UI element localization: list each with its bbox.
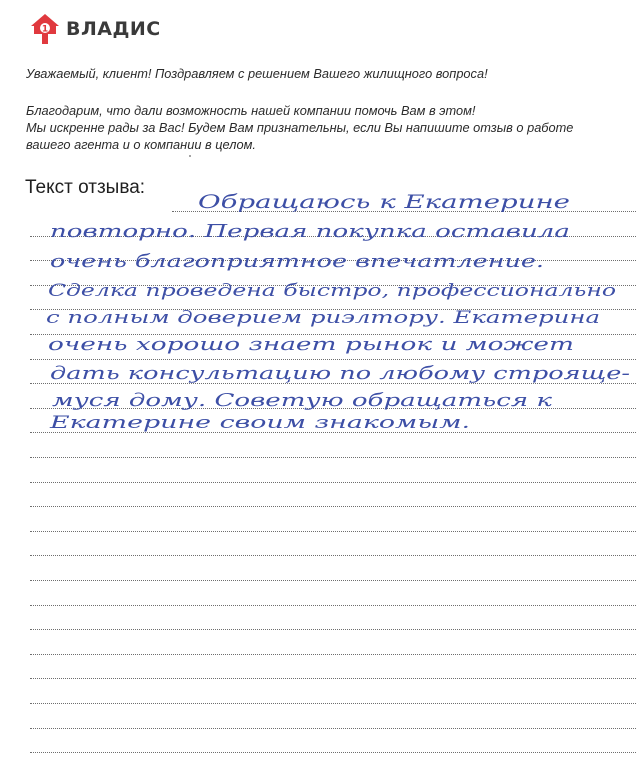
logo-mark: 1 bbox=[41, 24, 49, 35]
writing-line bbox=[30, 605, 636, 606]
thanks-paragraph bbox=[26, 102, 606, 153]
thanks-line-3: вашего агента и о компании в целом. bbox=[26, 137, 256, 152]
writing-line bbox=[30, 531, 636, 532]
writing-line bbox=[30, 482, 636, 483]
review-line-4: Сделка проведена быстро, профессионально bbox=[48, 281, 616, 301]
brand-logo bbox=[30, 12, 161, 46]
writing-line bbox=[30, 703, 636, 704]
writing-line bbox=[30, 752, 636, 753]
thanks-line-1: Благодарим, что дали возможность нашей компании помочь Вам в этом! bbox=[26, 103, 476, 118]
review-line-3: очень благоприятное впечатление. bbox=[50, 251, 544, 272]
writing-line bbox=[30, 506, 636, 507]
review-line-2: повторно. Первая покупка оставила bbox=[50, 221, 570, 242]
paper-speck bbox=[189, 155, 191, 157]
review-line-8: муся дому. Советую обращаться к bbox=[52, 390, 553, 411]
writing-line bbox=[30, 678, 636, 679]
writing-line bbox=[30, 629, 636, 630]
brand-name: ВЛАДИС bbox=[66, 18, 161, 40]
review-line-9: Екатерине своим знакомым. bbox=[48, 413, 470, 433]
writing-line bbox=[30, 555, 636, 556]
review-line-5: с полным доверием риэлтору. Екатерина bbox=[46, 308, 600, 328]
thanks-line-2: Мы искренне рады за Вас! Будем Вам признательны, если Вы напишите отзыв о работе bbox=[26, 120, 574, 135]
review-line-7: дать консультацию по любому строяще- bbox=[50, 363, 630, 384]
writing-line bbox=[30, 728, 636, 729]
review-line-6: очень хорошо знает рынок и может bbox=[48, 334, 574, 355]
house-key-icon bbox=[30, 13, 60, 45]
review-line-1: Обращаюсь к Екатерине bbox=[198, 191, 570, 213]
writing-line bbox=[30, 580, 636, 581]
greeting-paragraph bbox=[26, 65, 606, 82]
writing-line bbox=[30, 457, 636, 458]
handwritten-review bbox=[28, 180, 636, 440]
greeting-text: Уважаемый, клиент! Поздравляем с решением Вашего жилищного вопроса! bbox=[26, 66, 488, 81]
review-label: Текст отзыва: bbox=[25, 177, 146, 198]
writing-line bbox=[30, 654, 636, 655]
